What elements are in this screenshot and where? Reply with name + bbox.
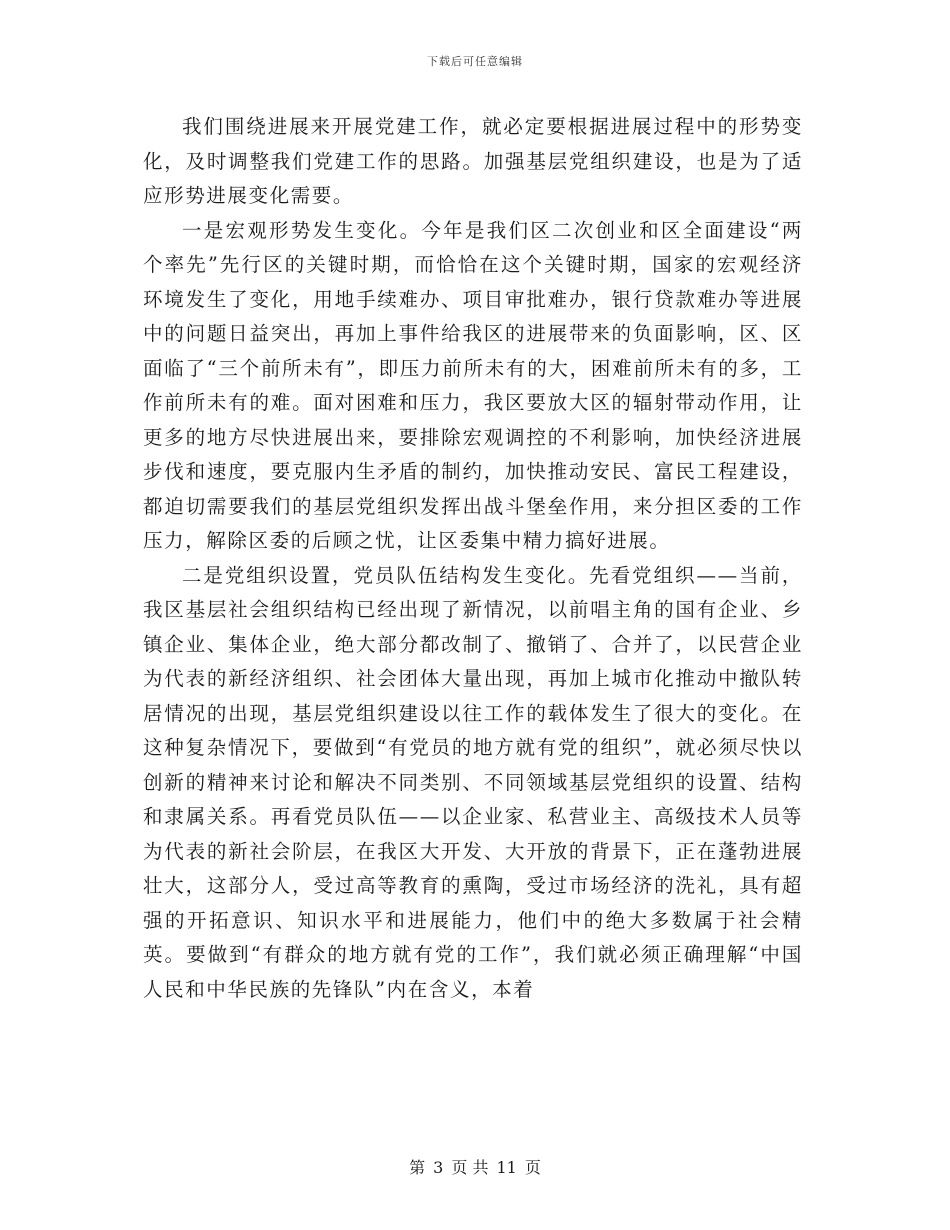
paragraph: 二是党组织设置，党员队伍结构发生变化。先看党组织——当前，我区基层社会组织结构已经出现了新情况，以前唱主角的国有企业、乡镇企业、集体企业，绝大部分都改制了、撤销了、合并了，以民营企业为代表的新经济组织、社会团体大量出现，再加上城市化推动中撤队转居情况的出现，基层党组织建设以往工作的载体发生了很大的变化。在这种复杂情况下，要做到“有党员的地方就有党的组织”，就必须尽快以创新的精神来讨论和解决不同类别、不同领域基层党组织的设置、结构和隶属关系。再看党员队伍——以企业家、私营业主、高级技术人员等为代表的新社会阶层，在我区大开发、大开放的背景下，正在蓬勃进展壮大，这部分人，受过高等教育的熏陶，受过市场经济的洗礼，具有超强的开拓意识、知识水平和进展能力，他们中的绝大多数属于社会精英。要做到“有群众的地方就有党的工作”，我们就必须正确理解“中国人民和中华民族的先锋队”内在含义，本着 (143, 563, 803, 1001)
header-note: 下载后可任意编辑 (427, 55, 523, 68)
paragraph: 一是宏观形势发生变化。今年是我们区二次创业和区全面建设“两个率先”先行区的关键时期，而恰恰在这个关键时期，国家的宏观经济环境发生了变化，用地手续难办、项目审批难办，银行贷款难办等进展中的问题日益突出，再加上事件给我区的进展带来的负面影响，区、区面临了“三个前所未有”，即压力前所未有的大，困难前所未有的多，工作前所未有的难。面对困难和压力，我区要放大区的辐射带动作用，让更多的地方尽快进展出来，要排除宏观调控的不利影响，加快经济进展步伐和速度，要克服内生矛盾的制约，加快推动安民、富民工程建设，都迫切需要我们的基层党组织发挥出战斗堡垒作用，来分担区委的工作压力，解除区委的后顾之忧，让区委集中精力搞好进展。 (143, 218, 803, 552)
footer-middle: 页 共 (451, 1158, 489, 1177)
footer-current-page: 3 (433, 1158, 444, 1177)
paragraph: 我们围绕进展来开展党建工作，就必定要根据进展过程中的形势变化，及时调整我们党建工作的思路。加强基层党组织建设，也是为了适应形势进展变化需要。 (143, 115, 803, 207)
footer-total-pages: 11 (496, 1158, 517, 1177)
page-footer (0, 1155, 950, 1178)
body-text (143, 110, 803, 1007)
footer-prefix: 第 (409, 1158, 426, 1177)
footer-suffix: 页 (524, 1158, 541, 1177)
